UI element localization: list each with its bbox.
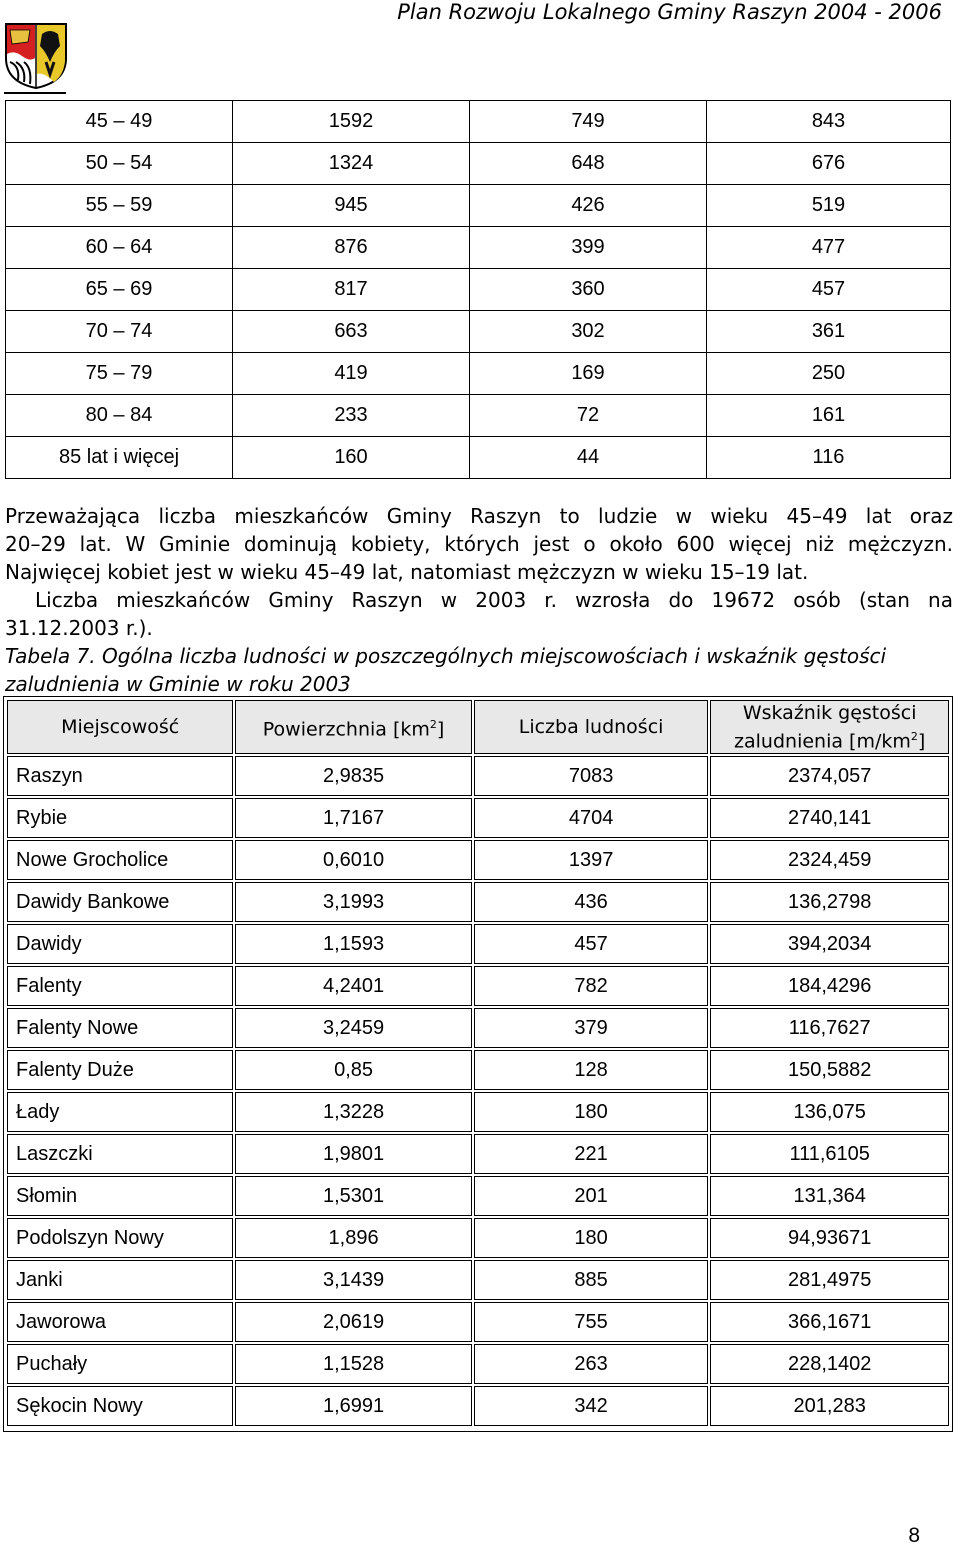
locality-cell: Podolszyn Nowy xyxy=(7,1218,233,1258)
table-cell: 302 xyxy=(470,311,707,353)
table-cell: 111,6105 xyxy=(710,1134,949,1174)
table-row xyxy=(6,311,951,353)
table-cell: 1324 xyxy=(233,143,470,185)
header-area-text: Powierzchnia [km xyxy=(262,718,430,741)
table-cell: 45 – 49 xyxy=(6,101,233,143)
header-area-close: ] xyxy=(436,718,445,741)
header-density-sup: 2 xyxy=(910,730,918,743)
table-cell: 233 xyxy=(233,395,470,437)
table-cell: 1,6991 xyxy=(235,1386,472,1426)
table-cell: 419 xyxy=(233,353,470,395)
table-cell: 1397 xyxy=(474,840,709,880)
table-cell: 2374,057 xyxy=(710,756,949,796)
table-cell: 1,9801 xyxy=(235,1134,472,1174)
table-row xyxy=(7,1008,949,1048)
table-cell: 70 – 74 xyxy=(6,311,233,353)
table-cell: 360 xyxy=(470,269,707,311)
table-row xyxy=(6,227,951,269)
table-cell: 1,1528 xyxy=(235,1344,472,1384)
table-cell: 876 xyxy=(233,227,470,269)
table-cell: 85 lat i więcej xyxy=(6,437,233,479)
locality-cell: Raszyn xyxy=(7,756,233,796)
header-density-close: ] xyxy=(917,730,926,753)
table-cell: 1,7167 xyxy=(235,798,472,838)
table-row xyxy=(6,437,951,479)
table-cell: 2,9835 xyxy=(235,756,472,796)
locality-cell: Falenty Duże xyxy=(7,1050,233,1090)
table-cell: 201,283 xyxy=(710,1386,949,1426)
table-row xyxy=(6,269,951,311)
paragraph-line: Liczba mieszkańców Gminy Raszyn w 2003 r. wzrosła do 19672 osób (stan na xyxy=(35,588,953,612)
table-cell: 250 xyxy=(707,353,951,395)
table-cell: 136,075 xyxy=(710,1092,949,1132)
table-row xyxy=(7,1302,949,1342)
table-cell: 2324,459 xyxy=(710,840,949,880)
table-cell: 80 – 84 xyxy=(6,395,233,437)
header-area-sup: 2 xyxy=(429,718,437,731)
table-cell: 3,1993 xyxy=(235,882,472,922)
table-row xyxy=(7,1260,949,1300)
table-cell: 136,2798 xyxy=(710,882,949,922)
table-row xyxy=(7,840,949,880)
table-cell: 184,4296 xyxy=(710,966,949,1006)
header-population: Liczba ludności xyxy=(474,700,709,754)
table-cell: 361 xyxy=(707,311,951,353)
header-locality: Miejscowość xyxy=(7,700,233,754)
table-cell: 55 – 59 xyxy=(6,185,233,227)
table-cell: 782 xyxy=(474,966,709,1006)
table-row xyxy=(6,185,951,227)
table-cell: 394,2034 xyxy=(710,924,949,964)
locality-cell: Janki xyxy=(7,1260,233,1300)
table-cell: 116,7627 xyxy=(710,1008,949,1048)
paragraph-line: Przeważająca liczba mieszkańców Gminy Raszyn to ludzie w wieku 45–49 lat oraz xyxy=(5,504,953,528)
table-cell: 366,1671 xyxy=(710,1302,949,1342)
density-table xyxy=(5,698,951,1428)
table-cell: 648 xyxy=(470,143,707,185)
table-cell: 116 xyxy=(707,437,951,479)
table-cell: 128 xyxy=(474,1050,709,1090)
table-cell: 3,2459 xyxy=(235,1008,472,1048)
table-cell: 180 xyxy=(474,1092,709,1132)
population-summary-paragraph xyxy=(5,502,953,642)
table-cell: 2740,141 xyxy=(710,798,949,838)
table-cell: 0,6010 xyxy=(235,840,472,880)
table-cell: 94,93671 xyxy=(710,1218,949,1258)
table-row xyxy=(6,353,951,395)
table-row xyxy=(7,1386,949,1426)
table-cell: 342 xyxy=(474,1386,709,1426)
paragraph-line: 31.12.2003 r.). xyxy=(5,616,153,640)
header-density xyxy=(710,700,949,754)
paragraph-line: Najwięcej kobiet jest w wieku 45–49 lat, natomiast mężczyzn w wieku 15–19 lat. xyxy=(5,560,809,584)
table-cell: 75 – 79 xyxy=(6,353,233,395)
table-cell: 160 xyxy=(233,437,470,479)
table-row xyxy=(6,101,951,143)
table-row xyxy=(7,924,949,964)
table-cell: 885 xyxy=(474,1260,709,1300)
table-cell: 180 xyxy=(474,1218,709,1258)
table-row xyxy=(7,1218,949,1258)
table-cell: 749 xyxy=(470,101,707,143)
locality-cell: Falenty xyxy=(7,966,233,1006)
table-cell: 1,896 xyxy=(235,1218,472,1258)
table-cell: 65 – 69 xyxy=(6,269,233,311)
table-cell: 817 xyxy=(233,269,470,311)
document-header-title: Plan Rozwoju Lokalnego Gminy Raszyn 2004 - 2006 xyxy=(397,0,942,24)
header-density-text: zaludnienia [m/km xyxy=(734,730,911,753)
table-cell: 0,85 xyxy=(235,1050,472,1090)
locality-cell: Sękocin Nowy xyxy=(7,1386,233,1426)
paragraph-line: 20–29 lat. W Gminie dominują kobiety, których jest o około 600 więcej niż mężczyzn. xyxy=(5,532,953,556)
coat-of-arms-logo xyxy=(4,22,68,90)
table-cell: 161 xyxy=(707,395,951,437)
table-cell: 477 xyxy=(707,227,951,269)
table-cell: 60 – 64 xyxy=(6,227,233,269)
table-cell: 519 xyxy=(707,185,951,227)
locality-cell: Rybie xyxy=(7,798,233,838)
table-cell: 457 xyxy=(474,924,709,964)
table-cell: 1592 xyxy=(233,101,470,143)
table-cell: 3,1439 xyxy=(235,1260,472,1300)
table-cell: 1,5301 xyxy=(235,1176,472,1216)
table-row xyxy=(7,798,949,838)
table-cell: 426 xyxy=(470,185,707,227)
table-cell: 72 xyxy=(470,395,707,437)
table-cell: 1,3228 xyxy=(235,1092,472,1132)
table-cell: 945 xyxy=(233,185,470,227)
header-area xyxy=(235,700,472,754)
table-row xyxy=(6,143,951,185)
table-row xyxy=(7,756,949,796)
locality-cell: Dawidy Bankowe xyxy=(7,882,233,922)
age-population-table xyxy=(5,100,951,479)
table-cell: 50 – 54 xyxy=(6,143,233,185)
table-row xyxy=(7,1092,949,1132)
locality-cell: Falenty Nowe xyxy=(7,1008,233,1048)
table-cell: 169 xyxy=(470,353,707,395)
table-cell: 399 xyxy=(470,227,707,269)
locality-cell: Dawidy xyxy=(7,924,233,964)
table-row xyxy=(7,966,949,1006)
table-row xyxy=(7,882,949,922)
locality-cell: Słomin xyxy=(7,1176,233,1216)
locality-cell: Laszczki xyxy=(7,1134,233,1174)
table-cell: 457 xyxy=(707,269,951,311)
table-row xyxy=(7,1134,949,1174)
table-cell: 379 xyxy=(474,1008,709,1048)
table-cell: 281,4975 xyxy=(710,1260,949,1300)
locality-cell: Puchały xyxy=(7,1344,233,1384)
table-cell: 4,2401 xyxy=(235,966,472,1006)
table-cell: 7083 xyxy=(474,756,709,796)
table-caption: Tabela 7. Ogólna liczba ludności w poszczególnych miejscowościach i wskaźnik gęstości zaludnienia w Gminie w roku 2003 xyxy=(5,644,887,696)
table-cell: 201 xyxy=(474,1176,709,1216)
table-cell: 44 xyxy=(470,437,707,479)
locality-cell: Nowe Grocholice xyxy=(7,840,233,880)
locality-cell: Jaworowa xyxy=(7,1302,233,1342)
table-row xyxy=(7,1344,949,1384)
table-cell: 150,5882 xyxy=(710,1050,949,1090)
table-cell: 131,364 xyxy=(710,1176,949,1216)
table-row xyxy=(7,1176,949,1216)
table-row xyxy=(7,1050,949,1090)
table-cell: 843 xyxy=(707,101,951,143)
table-cell: 4704 xyxy=(474,798,709,838)
table-cell: 221 xyxy=(474,1134,709,1174)
table-cell: 663 xyxy=(233,311,470,353)
page-number: 8 xyxy=(908,1524,920,1547)
header-density-line1: Wskaźnik gęstości xyxy=(742,702,917,724)
locality-cell: Łady xyxy=(7,1092,233,1132)
table-cell: 1,1593 xyxy=(235,924,472,964)
table-cell: 2,0619 xyxy=(235,1302,472,1342)
table-cell: 436 xyxy=(474,882,709,922)
table-cell: 263 xyxy=(474,1344,709,1384)
table-cell: 676 xyxy=(707,143,951,185)
table-cell: 755 xyxy=(474,1302,709,1342)
table-cell: 228,1402 xyxy=(710,1344,949,1384)
header-rule xyxy=(4,92,66,94)
table-row xyxy=(6,395,951,437)
